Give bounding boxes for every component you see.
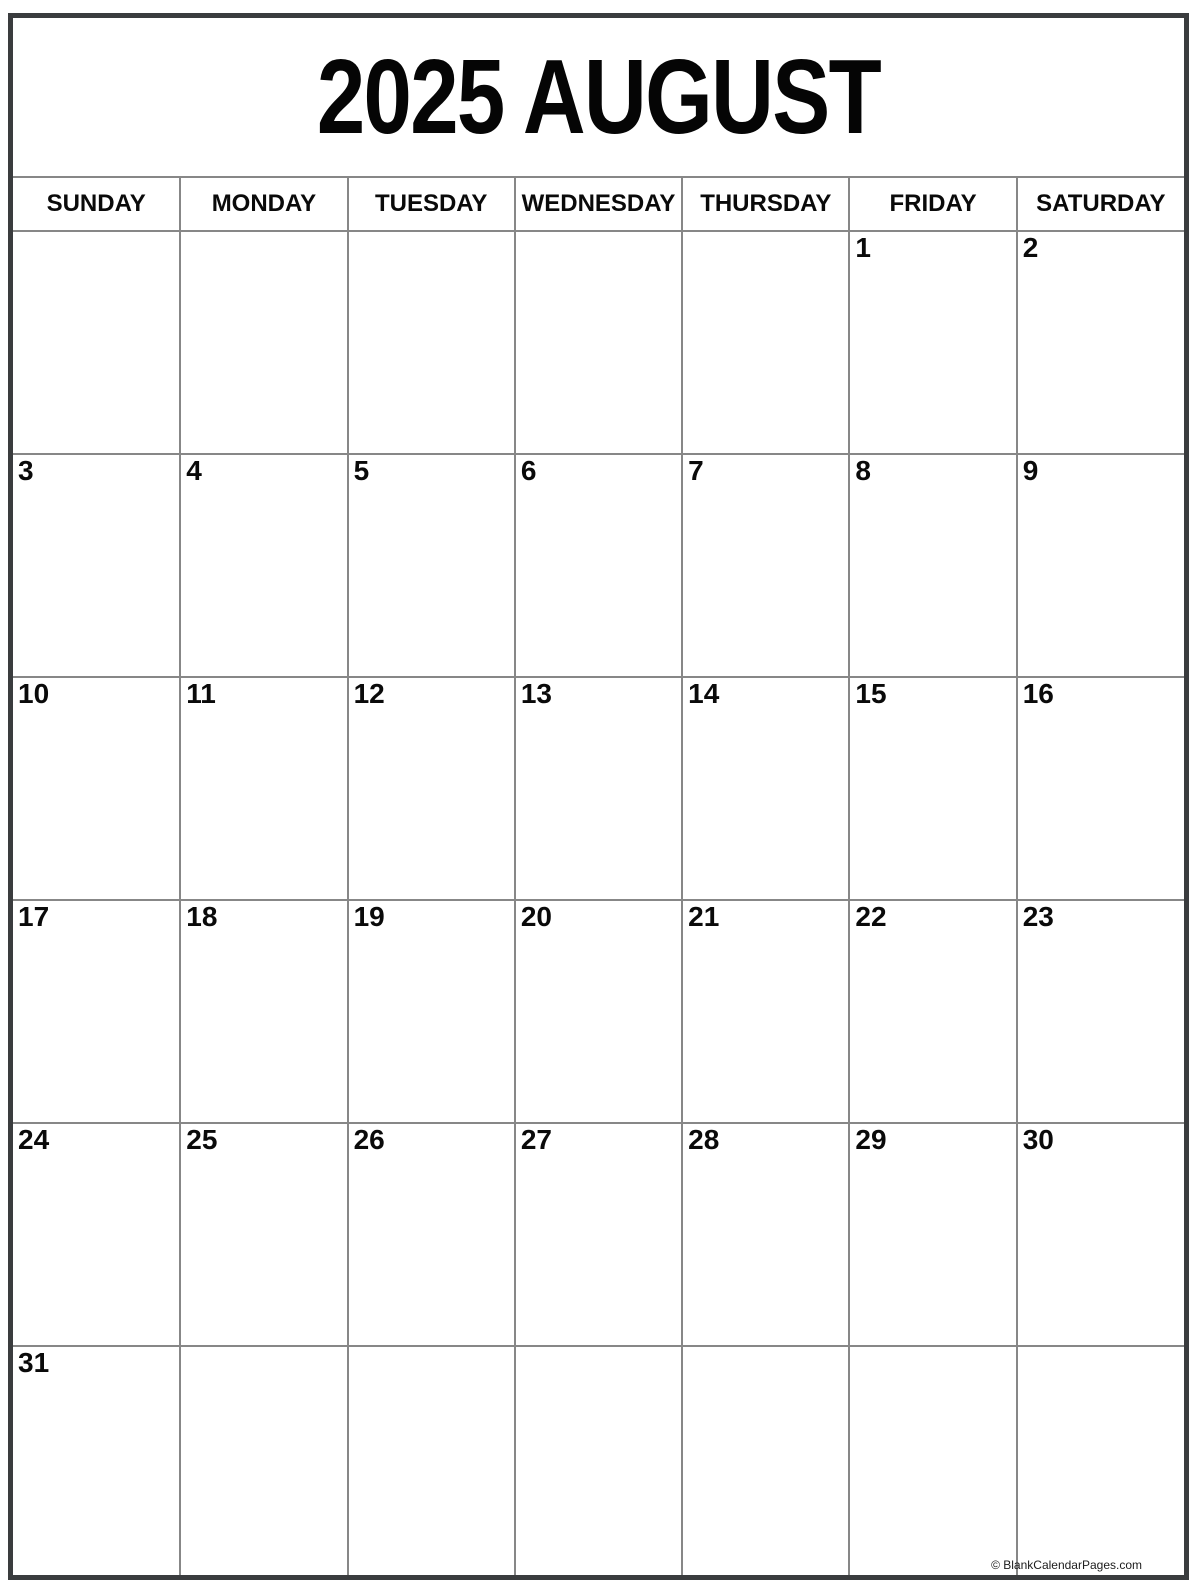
day-cell xyxy=(682,1346,849,1575)
day-cell: 7 xyxy=(682,454,849,677)
title-zone xyxy=(13,18,1184,176)
day-cell xyxy=(515,231,682,454)
day-cell: 30 xyxy=(1017,1123,1184,1346)
day-cell: 8 xyxy=(849,454,1016,677)
weekday-header-thursday: THURSDAY xyxy=(682,177,849,231)
day-cell: 20 xyxy=(515,900,682,1123)
day-cell: 9 xyxy=(1017,454,1184,677)
page-title: 2025 AUGUST xyxy=(316,38,881,156)
week-row xyxy=(13,1346,1184,1575)
day-cell: 18 xyxy=(180,900,347,1123)
weekday-header-wednesday: WEDNESDAY xyxy=(515,177,682,231)
day-cell: 24 xyxy=(13,1123,180,1346)
day-cell: 28 xyxy=(682,1123,849,1346)
day-cell xyxy=(682,231,849,454)
day-cell xyxy=(180,231,347,454)
day-cell: 22 xyxy=(849,900,1016,1123)
day-cell: 11 xyxy=(180,677,347,900)
day-cell: 3 xyxy=(13,454,180,677)
calendar-page xyxy=(8,13,1189,1580)
day-cell: 19 xyxy=(348,900,515,1123)
week-row xyxy=(13,231,1184,454)
weekday-header-monday: MONDAY xyxy=(180,177,347,231)
day-cell: 13 xyxy=(515,677,682,900)
day-cell: 23 xyxy=(1017,900,1184,1123)
day-cell: 25 xyxy=(180,1123,347,1346)
weekday-header-row xyxy=(13,177,1184,231)
day-cell: 29 xyxy=(849,1123,1016,1346)
day-cell: 10 xyxy=(13,677,180,900)
day-cell: 2 xyxy=(1017,231,1184,454)
weekday-header-friday: FRIDAY xyxy=(849,177,1016,231)
day-cell xyxy=(348,1346,515,1575)
day-cell: 5 xyxy=(348,454,515,677)
copyright-text: © BlankCalendarPages.com xyxy=(991,1558,1142,1572)
day-cell: 4 xyxy=(180,454,347,677)
calendar-table xyxy=(13,176,1184,1575)
day-cell xyxy=(515,1346,682,1575)
day-cell: 14 xyxy=(682,677,849,900)
day-cell xyxy=(1017,1346,1184,1575)
weekday-header-tuesday: TUESDAY xyxy=(348,177,515,231)
day-cell: 12 xyxy=(348,677,515,900)
week-row xyxy=(13,1123,1184,1346)
weekday-header-sunday: SUNDAY xyxy=(13,177,180,231)
week-row xyxy=(13,454,1184,677)
week-row xyxy=(13,900,1184,1123)
day-cell: 17 xyxy=(13,900,180,1123)
day-cell: 15 xyxy=(849,677,1016,900)
day-cell: 16 xyxy=(1017,677,1184,900)
day-cell: 6 xyxy=(515,454,682,677)
day-cell: 21 xyxy=(682,900,849,1123)
day-cell xyxy=(180,1346,347,1575)
week-row xyxy=(13,677,1184,900)
weekday-header-saturday: SATURDAY xyxy=(1017,177,1184,231)
day-cell: 31 xyxy=(13,1346,180,1575)
day-cell xyxy=(13,231,180,454)
day-cell: 1 xyxy=(849,231,1016,454)
day-cell: 27 xyxy=(515,1123,682,1346)
day-cell: 26 xyxy=(348,1123,515,1346)
day-cell xyxy=(849,1346,1016,1575)
day-cell xyxy=(348,231,515,454)
